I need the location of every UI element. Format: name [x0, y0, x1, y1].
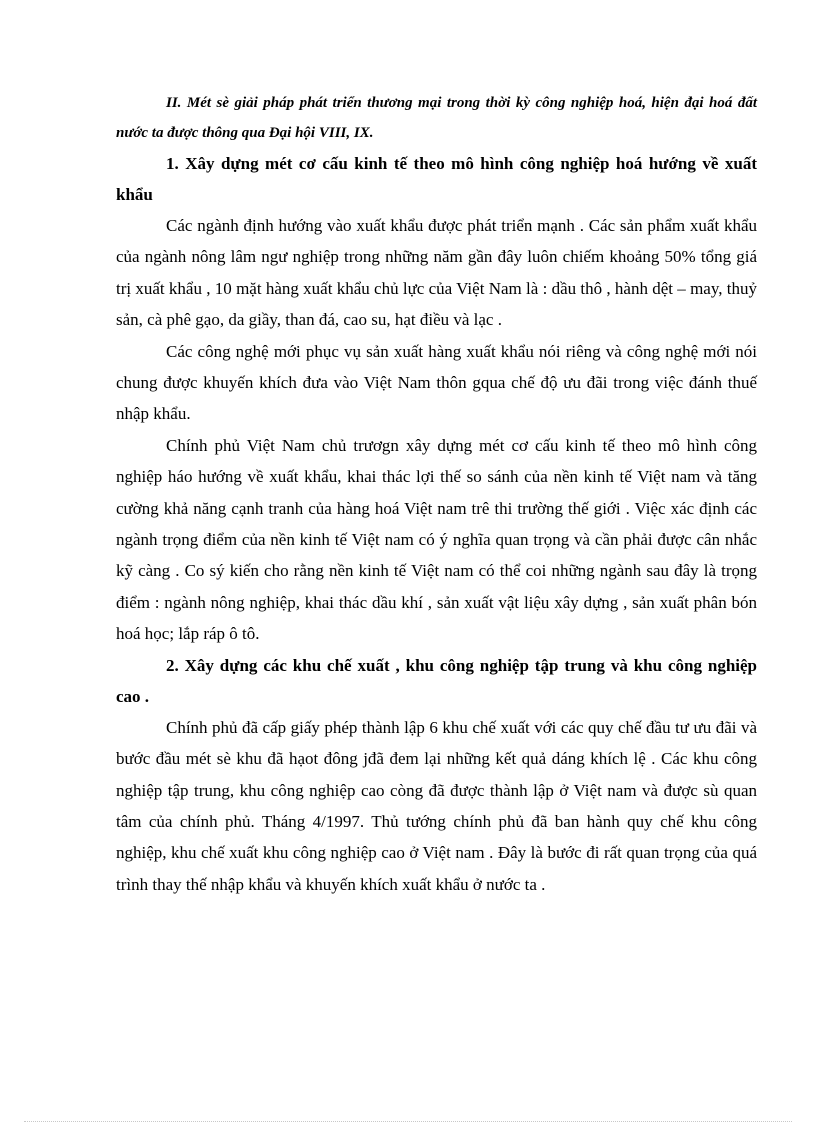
heading-2: 2. Xây dựng các khu chế xuất , khu công nghiệp tập trung và khu công nghiệp cao .: [116, 655, 757, 706]
paragraph-3: Chính phủ Việt Nam chủ trươgn xây dựng mét cơ cấu kinh tế theo mô hình công nghiệp háo hướng về xuất khẩu, khai thác lợi thế so sánh của nền kinh tế Việt nam và tăng cường khả năng cạnh tranh của hàng hoá Việt nam trê thi trường thế giới . Việc xác định các ngành trọng điểm của nền kinh tế Việt nam có ý nghĩa quan trọng và cần phải được cân nhắc kỹ càng . Co sý kiến cho rằng nền kinh tế Việt nam có thể coi những ngành sau đây là trọng điểm : ngành nông nghiệp, khai thác dầu khí , sản xuất vật liệu xây dựng , sản xuất phân bón hoá học; lắp ráp ô tô.: [116, 435, 757, 644]
heading-1: 1. Xây dựng mét cơ cấu kinh tế theo mô hình công nghiệp hoá hướng về xuất khẩu: [116, 154, 757, 204]
paragraph-2: Các công nghệ mới phục vụ sản xuất hàng xuất khẩu nói riêng và công nghệ mới nói chung được khuyến khích đưa vào Việt Nam thôn gqua chế độ ưu đãi trong việc đánh thuế nhập khẩu.: [116, 341, 757, 424]
paragraph-4: Chính phủ đã cấp giấy phép thành lập 6 khu chế xuất với các quy chế đầu tư ưu đãi và bước đầu mét sè khu đã hạot đông jđã đem lại những kết quả dáng khích lệ . Các khu công nghiệp tập trung, khu công nghiệp cao còng đã được thành lập ở Việt nam và được sù quan tâm của chính phủ. Tháng 4/1997. Thủ tướng chính phủ đã ban hành quy chế khu công nghiệp, khu chế xuất khu công nghiệp cao ở Việt nam . Đây là bước đi rất quan trọng của quá trình thay thế nhập khẩu và khuyến khích xuất khẩu ở nước ta .: [116, 717, 757, 894]
document-body: [116, 88, 757, 900]
section-subtitle: II. Mét sè giải pháp phát triển thương mại trong thời kỳ công nghiệp hoá, hiện đại hoá đất nước ta được thông qua Đại hội VIII, IX.: [116, 95, 757, 141]
page-bottom-divider: [24, 1121, 792, 1122]
paragraph-1: Các ngành định hướng vào xuất khẩu được phát triển mạnh . Các sản phẩm xuất khẩu của ngành nông lâm ngư nghiệp trong những năm gần đây luôn chiếm khoảng 50% tổng giá trị xuất khẩu , 10 mặt hàng xuất khẩu chủ lực của Việt Nam là : dầu thô , hành dệt – may, thuỷ sản, cà phê gạo, da giầy, than đá, cao su, hạt điều và lạc .: [116, 216, 757, 330]
